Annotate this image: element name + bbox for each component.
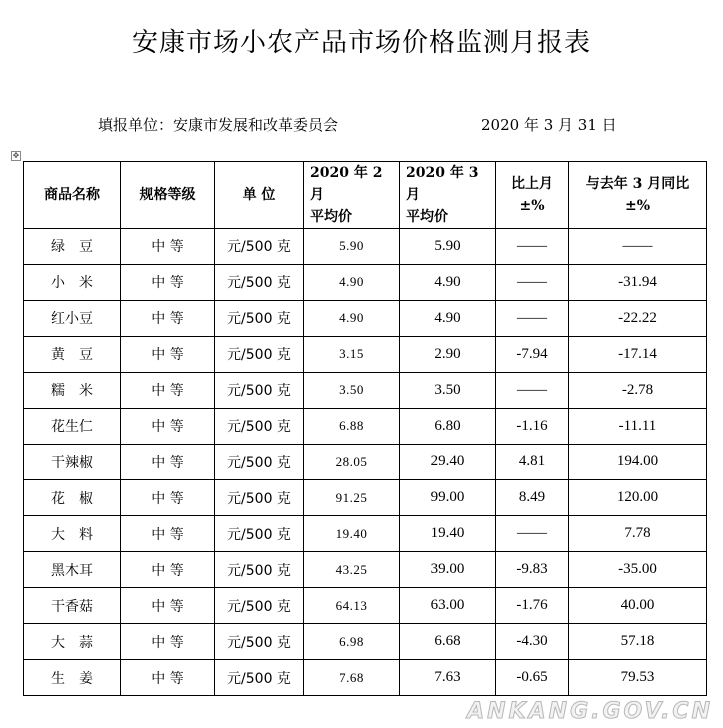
header-mar-line2: 平均价	[406, 209, 448, 225]
cell-grade: 中 等	[121, 516, 215, 552]
cell-unit: 元/500 克	[215, 660, 304, 696]
cell-feb: 4.90	[304, 264, 400, 300]
table-row	[24, 372, 707, 408]
cell-grade: 中 等	[121, 480, 215, 516]
cell-mom: ——	[496, 264, 569, 300]
cell-grade: 中 等	[121, 660, 215, 696]
header-unit: 单 位	[215, 162, 304, 229]
filler-unit: 填报单位：安康市发展和改革委员会	[98, 116, 339, 134]
cell-feb: 5.90	[304, 229, 400, 265]
cell-name: 生 姜	[24, 660, 121, 696]
cell-mar: 99.00	[400, 480, 496, 516]
header-feb	[304, 162, 400, 229]
cell-grade: 中 等	[121, 552, 215, 588]
cell-mom: ——	[496, 229, 569, 265]
cell-yoy: ——	[569, 229, 707, 265]
cell-unit: 元/500 克	[215, 300, 304, 336]
header-mar-line1: 2020 年 3 月	[406, 165, 479, 203]
cell-mar: 63.00	[400, 588, 496, 624]
cell-yoy: 7.78	[569, 516, 707, 552]
cell-name: 绿 豆	[24, 229, 121, 265]
cell-grade: 中 等	[121, 444, 215, 480]
cell-feb: 19.40	[304, 516, 400, 552]
cell-name: 花生仁	[24, 408, 121, 444]
cell-unit: 元/500 克	[215, 552, 304, 588]
cell-name: 花 椒	[24, 480, 121, 516]
cell-mom: 4.81	[496, 444, 569, 480]
cell-mom: 8.49	[496, 480, 569, 516]
cell-unit: 元/500 克	[215, 229, 304, 265]
cell-mar: 2.90	[400, 336, 496, 372]
cell-grade: 中 等	[121, 624, 215, 660]
cell-mar: 5.90	[400, 229, 496, 265]
cell-mar: 4.90	[400, 300, 496, 336]
cell-name: 干香菇	[24, 588, 121, 624]
cell-yoy: -31.94	[569, 264, 707, 300]
cell-unit: 元/500 克	[215, 480, 304, 516]
cell-name: 大 蒜	[24, 624, 121, 660]
cell-yoy: -11.11	[569, 408, 707, 444]
table-row	[24, 516, 707, 552]
cell-yoy: 57.18	[569, 624, 707, 660]
cell-mom: ——	[496, 372, 569, 408]
cell-unit: 元/500 克	[215, 444, 304, 480]
cell-yoy: -17.14	[569, 336, 707, 372]
cell-unit: 元/500 克	[215, 372, 304, 408]
header-mom-line2: ±%	[519, 198, 545, 214]
cell-mar: 29.40	[400, 444, 496, 480]
cell-feb: 6.88	[304, 408, 400, 444]
header-mom	[496, 162, 569, 229]
header-yoy-line2: ±%	[624, 198, 651, 214]
cell-name: 黄 豆	[24, 336, 121, 372]
table-row	[24, 264, 707, 300]
header-mar	[400, 162, 496, 229]
header-grade: 规格等级	[121, 162, 215, 229]
cell-feb: 91.25	[304, 480, 400, 516]
table-row	[24, 624, 707, 660]
table-row	[24, 588, 707, 624]
cell-grade: 中 等	[121, 264, 215, 300]
watermark-logo: ANKANG.GOV.CN	[467, 699, 713, 724]
cell-feb: 64.13	[304, 588, 400, 624]
table-row	[24, 300, 707, 336]
cell-feb: 3.15	[304, 336, 400, 372]
cell-yoy: -35.00	[569, 552, 707, 588]
cell-yoy: -2.78	[569, 372, 707, 408]
cell-mar: 7.63	[400, 660, 496, 696]
cell-yoy: 79.53	[569, 660, 707, 696]
cell-grade: 中 等	[121, 408, 215, 444]
cell-unit: 元/500 克	[215, 624, 304, 660]
cell-name: 大 料	[24, 516, 121, 552]
cell-mom: -1.76	[496, 588, 569, 624]
table-row	[24, 336, 707, 372]
cell-name: 小 米	[24, 264, 121, 300]
header-name: 商品名称	[24, 162, 121, 229]
cell-unit: 元/500 克	[215, 516, 304, 552]
cell-grade: 中 等	[121, 229, 215, 265]
cell-unit: 元/500 克	[215, 588, 304, 624]
cell-unit: 元/500 克	[215, 264, 304, 300]
cell-mom: ——	[496, 300, 569, 336]
header-feb-line1: 2020 年 2 月	[310, 165, 383, 203]
cell-yoy: -22.22	[569, 300, 707, 336]
cell-yoy: 120.00	[569, 480, 707, 516]
header-mom-line1: 比上月	[511, 176, 553, 192]
cell-mar: 39.00	[400, 552, 496, 588]
cell-yoy: 194.00	[569, 444, 707, 480]
cell-mar: 6.68	[400, 624, 496, 660]
table-row	[24, 660, 707, 696]
cell-feb: 4.90	[304, 300, 400, 336]
cell-grade: 中 等	[121, 300, 215, 336]
cell-grade: 中 等	[121, 588, 215, 624]
cell-feb: 3.50	[304, 372, 400, 408]
cell-name: 红小豆	[24, 300, 121, 336]
header-feb-line2: 平均价	[310, 209, 352, 225]
table-body	[24, 229, 707, 696]
cell-mar: 4.90	[400, 264, 496, 300]
cell-feb: 43.25	[304, 552, 400, 588]
table-row	[24, 552, 707, 588]
cell-feb: 6.98	[304, 624, 400, 660]
cell-mom: -1.16	[496, 408, 569, 444]
cell-mom: -9.83	[496, 552, 569, 588]
cell-name: 干辣椒	[24, 444, 121, 480]
cell-mom: -4.30	[496, 624, 569, 660]
cell-unit: 元/500 克	[215, 336, 304, 372]
page-title: 安康市场小农产品市场价格监测月报表	[131, 28, 591, 58]
cell-name: 糯 米	[24, 372, 121, 408]
cell-mom: -7.94	[496, 336, 569, 372]
header-yoy-line1: 与去年 3 月同比	[585, 176, 690, 192]
report-date: 2020 年 3 月 31 日	[481, 116, 617, 134]
table-row	[24, 444, 707, 480]
cell-unit: 元/500 克	[215, 408, 304, 444]
cell-feb: 7.68	[304, 660, 400, 696]
table-row	[24, 229, 707, 265]
cell-mar: 19.40	[400, 516, 496, 552]
cell-grade: 中 等	[121, 336, 215, 372]
price-table	[23, 161, 707, 696]
header-yoy	[569, 162, 707, 229]
move-handle-icon[interactable]: ✥	[12, 151, 20, 160]
table-row	[24, 408, 707, 444]
cell-mar: 3.50	[400, 372, 496, 408]
cell-yoy: 40.00	[569, 588, 707, 624]
cell-mom: -0.65	[496, 660, 569, 696]
cell-feb: 28.05	[304, 444, 400, 480]
table-header-row	[24, 162, 707, 229]
table-row	[24, 480, 707, 516]
cell-mom: ——	[496, 516, 569, 552]
cell-name: 黑木耳	[24, 552, 121, 588]
cell-mar: 6.80	[400, 408, 496, 444]
cell-grade: 中 等	[121, 372, 215, 408]
